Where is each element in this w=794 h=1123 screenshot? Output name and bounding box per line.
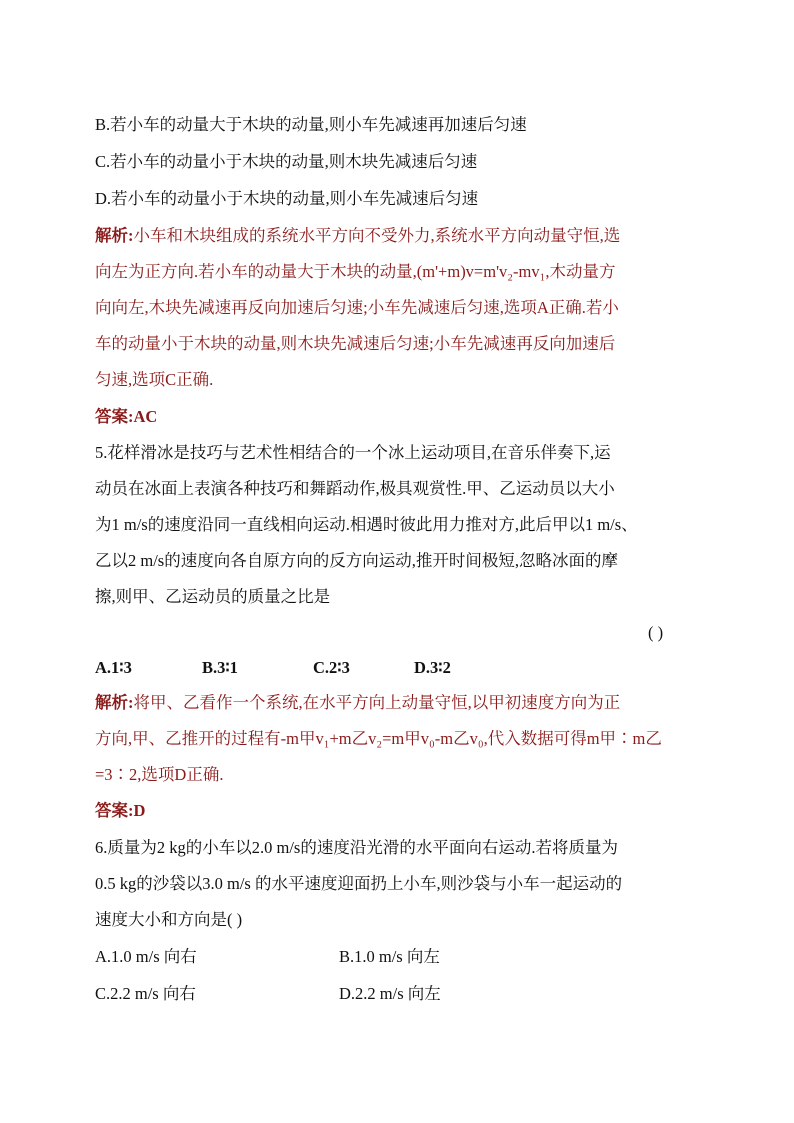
q5-stem-line-1: 5.花样滑冰是技巧与艺术性相结合的一个冰上运动项目,在音乐伴奏下,运 bbox=[95, 443, 611, 462]
q5-answer-head: 答案: bbox=[95, 801, 134, 820]
q5-option-c: C.2∶3 bbox=[313, 658, 350, 677]
q5-option-b: B.3∶1 bbox=[202, 658, 238, 677]
q4-analysis-line-4: 车的动量小于木块的动量,则木块先减速后匀速;小车先减速再反向加速后 bbox=[95, 334, 616, 353]
q4-analysis-line-5: 匀速,选项C正确. bbox=[95, 370, 214, 389]
q5-answer-value: D bbox=[133, 801, 146, 820]
q6-stem-line-1: 6.质量为2 kg的小车以2.0 m/s的速度沿光滑的水平面向右运动.若将质量为 bbox=[95, 838, 618, 857]
q4-option-c: C.若小车的动量小于木块的动量,则木块先减速后匀速 bbox=[95, 152, 478, 171]
q6-stem-line-2: 0.5 kg的沙袋以3.0 m/s 的水平速度迎面扔上小车,则沙袋与小车一起运动的 bbox=[95, 874, 623, 893]
q4-analysis-line-3: 向向左,木块先减速再反向加速后匀速;小车先减速后匀速,选项A正确.若小 bbox=[95, 298, 619, 317]
q4-analysis-text-1: 小车和木块组成的系统水平方向不受外力,系统水平方向动量守恒,选 bbox=[133, 226, 621, 245]
q5-stem-line-4: 乙以2 m/s的速度向各自原方向的反方向运动,推开时间极短,忽略冰面的摩 bbox=[95, 551, 618, 570]
q4-answer-line bbox=[95, 406, 157, 428]
q5-analysis-line-2: 方向,甲、乙推开的过程有-m甲v₁+m乙v₂=m甲v₀-m乙v₀,代入数据可得m甲∶m乙 bbox=[95, 729, 662, 748]
q5-stem-line-3: 为1 m/s的速度沿同一直线相向运动.相遇时彼此用力推对方,此后甲以1 m/s、 bbox=[95, 515, 638, 534]
q5-stem-line-2: 动员在冰面上表演各种技巧和舞蹈动作,极具观赏性.甲、乙运动员以大小 bbox=[95, 479, 615, 498]
q5-option-a: A.1∶3 bbox=[95, 658, 132, 677]
q5-analysis-line-1 bbox=[95, 692, 620, 714]
q6-option-c: C.2.2 m/s 向右 bbox=[95, 984, 196, 1003]
q5-analysis-text-1: 将甲、乙看作一个系统,在水平方向上动量守恒,以甲初速度方向为正 bbox=[133, 693, 621, 712]
q6-option-a: A.1.0 m/s 向右 bbox=[95, 947, 197, 966]
q4-answer-value: AC bbox=[133, 407, 158, 426]
q4-analysis-line-2: 向左为正方向.若小车的动量大于木块的动量,(m'+m)v=m'v₂-mv₁,木动量方 bbox=[95, 262, 616, 281]
q6-stem-line-3: 速度大小和方向是( ) bbox=[95, 910, 243, 929]
q5-analysis-head: 解析: bbox=[95, 693, 134, 712]
q4-answer-head: 答案: bbox=[95, 407, 134, 426]
q5-answer-paren: ( ) bbox=[648, 623, 664, 642]
q4-option-b: B.若小车的动量大于木块的动量,则小车先减速再加速后匀速 bbox=[95, 115, 527, 134]
q5-stem-line-5: 擦,则甲、乙运动员的质量之比是 bbox=[95, 587, 331, 606]
q5-answer-line bbox=[95, 800, 145, 822]
q5-analysis-line-3: =3∶2,选项D正确. bbox=[95, 765, 224, 784]
q6-option-b: B.1.0 m/s 向左 bbox=[339, 947, 440, 966]
q4-analysis-line-1 bbox=[95, 225, 620, 247]
q6-option-d: D.2.2 m/s 向左 bbox=[339, 984, 441, 1003]
q4-analysis-head: 解析: bbox=[95, 226, 134, 245]
q5-option-d: D.3∶2 bbox=[414, 658, 451, 677]
q4-option-d: D.若小车的动量小于木块的动量,则小车先减速后匀速 bbox=[95, 189, 479, 208]
